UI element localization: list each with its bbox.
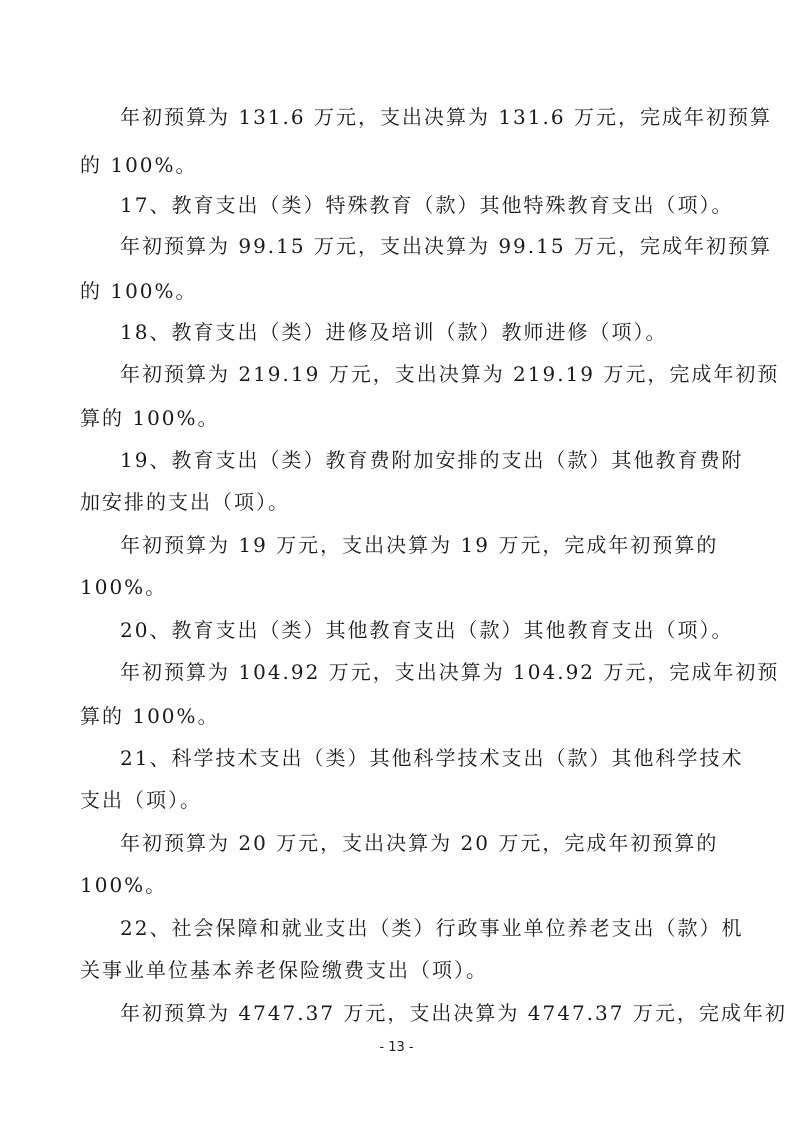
paragraph-line: 年初预算为 104.92 万元，支出决算为 104.92 万元，完成年初预 — [120, 660, 780, 684]
paragraph-line: 100%。 — [80, 873, 168, 897]
paragraph-line: 年初预算为 219.19 万元，支出决算为 219.19 万元，完成年初预 — [120, 362, 780, 386]
section-heading-22: 22、社会保障和就业支出（类）行政事业单位养老支出（款）机 — [120, 916, 744, 940]
section-heading-17: 17、教育支出（类）特殊教育（款）其他特殊教育支出（项）。 — [120, 193, 734, 217]
paragraph-line: 的 100%。 — [80, 279, 198, 303]
paragraph-line: 年初预算为 131.6 万元，支出决算为 131.6 万元，完成年初预算 — [120, 105, 772, 129]
section-heading-19-cont: 加安排的支出（项）。 — [80, 490, 290, 514]
paragraph-line: 年初预算为 4747.37 万元，支出决算为 4747.37 万元，完成年初 — [120, 1001, 787, 1025]
page-number: - 13 - — [379, 1040, 414, 1055]
section-heading-22-cont: 关事业单位基本养老保险缴费支出（项）。 — [80, 958, 488, 982]
paragraph-line: 年初预算为 19 万元，支出决算为 19 万元，完成年初预算的 — [120, 533, 719, 557]
paragraph-line: 年初预算为 20 万元，支出决算为 20 万元，完成年初预算的 — [120, 831, 719, 855]
paragraph-line: 算的 100%。 — [80, 406, 220, 430]
paragraph-line: 的 100%。 — [80, 153, 198, 177]
section-heading-19: 19、教育支出（类）教育费附加安排的支出（款）其他教育费附 — [120, 448, 744, 472]
paragraph-line: 100%。 — [80, 575, 168, 599]
section-heading-18: 18、教育支出（类）进修及培训（款）教师进修（项）。 — [120, 320, 668, 344]
section-heading-20: 20、教育支出（类）其他教育支出（款）其他教育支出（项）。 — [120, 618, 734, 642]
paragraph-line: 年初预算为 99.15 万元，支出决算为 99.15 万元，完成年初预算 — [120, 234, 772, 258]
section-heading-21-cont: 支出（项）。 — [80, 788, 202, 812]
section-heading-21: 21、科学技术支出（类）其他科学技术支出（款）其他科学技术 — [120, 746, 744, 770]
paragraph-line: 算的 100%。 — [80, 704, 220, 728]
